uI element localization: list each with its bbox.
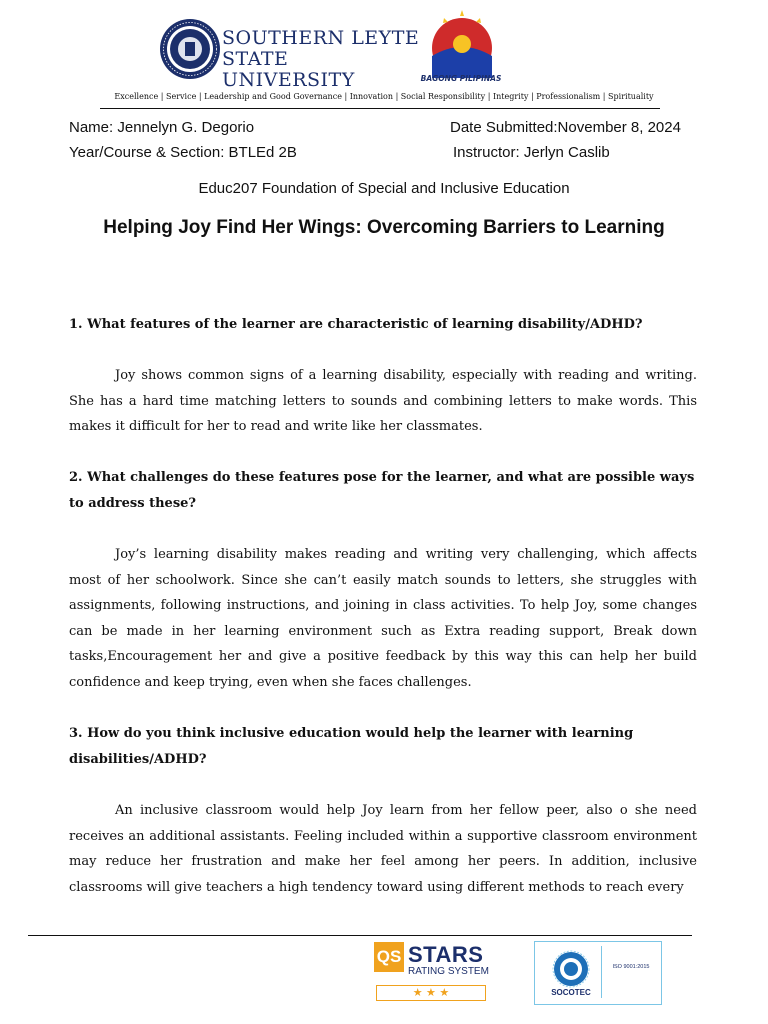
answer-3: An inclusive classroom would help Joy learn from her fellow peer, also o she need receives an additional assistants. Feeling included within a supportive classroom environment may reduce her frustration and make her feel among her peers. In addition, inclusive classrooms will give teachers a high tendency toward using different methods to reach every — [69, 803, 697, 895]
page-title: Helping Joy Find Her Wings: Overcoming Barriers to Learning — [103, 217, 665, 238]
socotec-logo-icon — [552, 950, 590, 988]
socotec-label: SOCOTEC — [551, 988, 591, 997]
answer-2: Joy’s learning disability makes reading and writing very challenging, which affects most of her schoolwork. Since she can’t easily match sounds to letters, she struggles with assignments, following instructions, and joining in class activities. To help Joy, some changes can be made in her learning environment such as Extra reading support, Break down tasks,Encouragement her and give a positive feedback by this way this can help her build confidence and keep trying, even when she faces challenges. — [69, 547, 697, 690]
instructor: Instructor: Jerlyn Caslib — [453, 144, 610, 161]
question-2: 2. What challenges do these features pose for the learner, and what are possible ways to address these? — [69, 470, 695, 511]
header-divider — [100, 108, 660, 109]
student-name: Name: Jennelyn G. Degorio — [69, 119, 255, 136]
answer-1: Joy shows common signs of a learning disability, especially with reading and writing. She has a hard time matching letters to sounds and combining letters to make words. This makes it difficult for her to read and write like her classmates. — [69, 368, 697, 435]
core-values: Excellence | Service | Leadership and Good Governance | Innovation | Social Responsibility | Integrity | Professionalism | Spirituality — [114, 92, 654, 101]
qs-stars-label: STARS — [408, 942, 484, 967]
course-title: Educ207 Foundation of Special and Inclusive Education — [198, 180, 570, 197]
question-3: 3. How do you think inclusive education would help the learner with learning disabilities/ADHD? — [69, 726, 634, 767]
university-seal-icon — [159, 18, 221, 80]
qs-star-rating: ★ ★ ★ — [376, 985, 486, 1001]
footer-divider — [28, 935, 692, 936]
bagong-pilipinas-label: BAGONG PILIPINAS — [420, 74, 502, 83]
question-1: 1. What features of the learner are characteristic of learning disability/ADHD? — [69, 317, 643, 332]
university-name-line2: STATE UNIVERSITY — [222, 48, 355, 91]
university-name-line1: SOUTHERN LEYTE — [222, 27, 420, 49]
university-name — [222, 28, 422, 91]
iso-label: ISO 9001:2015 — [612, 964, 650, 970]
letterhead — [0, 0, 768, 112]
qs-logo-icon: QS — [374, 942, 404, 972]
certification-divider — [601, 946, 602, 998]
qs-rating-label: RATING SYSTEM — [408, 966, 489, 977]
year-course-section: Year/Course & Section: BTLEd 2B — [69, 144, 297, 161]
date-submitted: Date Submitted:November 8, 2024 — [450, 119, 681, 136]
